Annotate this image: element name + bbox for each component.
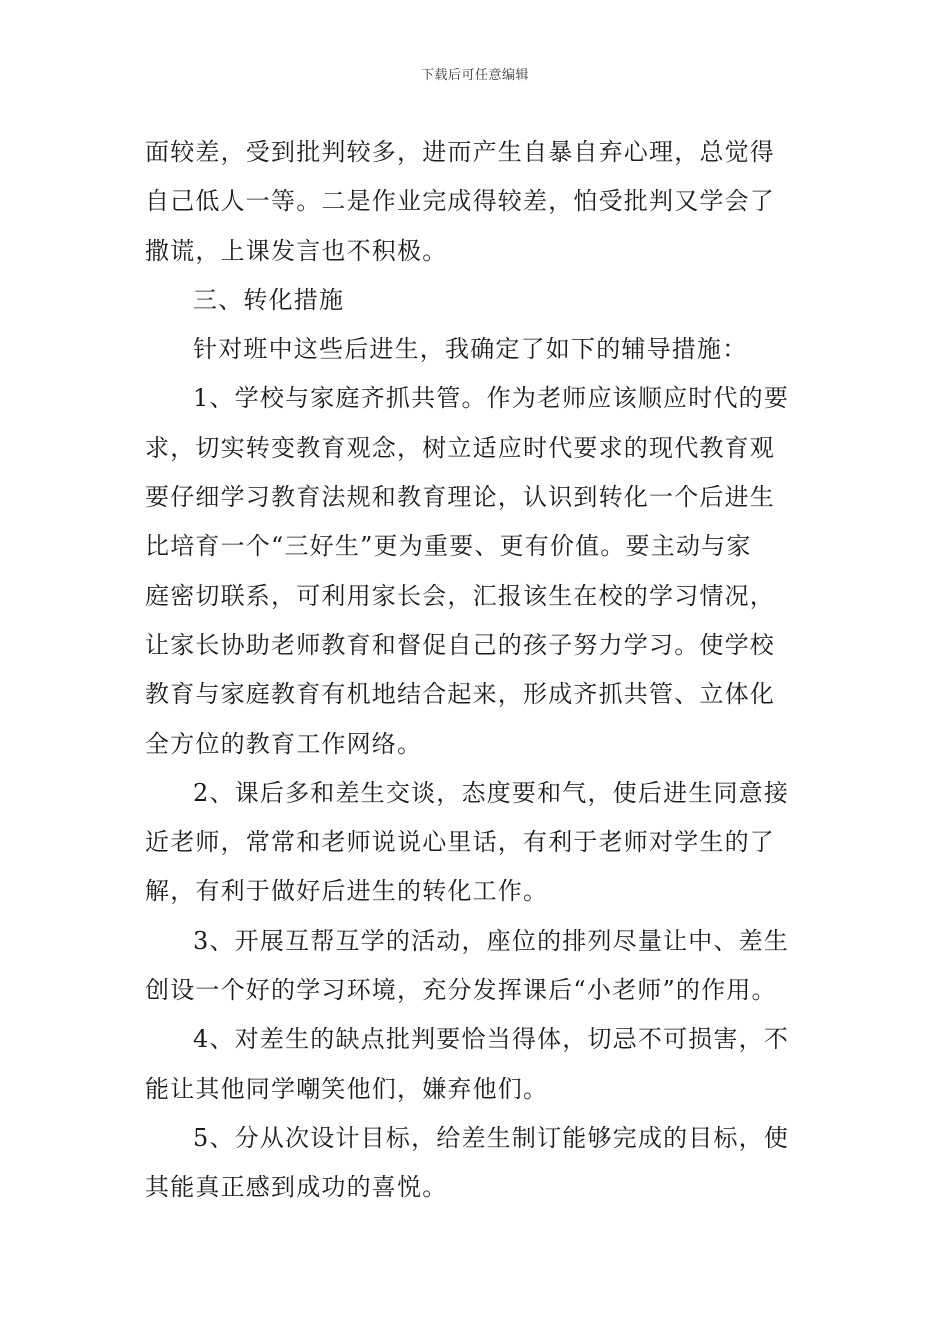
list-item-4: 4、对差生的缺点批判要恰当得体，切忌不可损害，不 — [193, 1025, 790, 1054]
text-line: 解，有利于做好后进生的转化工作。 — [145, 877, 549, 906]
text-line: 能让其他同学嘲笑他们，嫌弃他们。 — [145, 1074, 549, 1103]
document-body — [145, 128, 810, 1213]
text-line: 创设一个好的学习环境，充分发挥课后“小老师”的作用。 — [145, 976, 777, 1005]
section-heading: 三、转化措施 — [193, 285, 345, 314]
text-line: 针对班中这些后进生，我确定了如下的辅导措施： — [193, 335, 748, 364]
text-line: 其能真正感到成功的喜悦。 — [145, 1173, 448, 1202]
text-line: 全方位的教育工作网络。 — [145, 729, 423, 758]
text-line: 求，切实转变教育观念，树立适应时代要求的现代教育观 — [145, 433, 775, 462]
text-line: 要仔细学习教育法规和教育理论，认识到转化一个后进生 — [145, 483, 775, 512]
list-item-2: 2、课后多和差生交谈，态度要和气，使后进生同意接 — [193, 778, 790, 807]
text-line: 教育与家庭教育有机地结合起来，形成齐抓共管、立体化 — [145, 680, 775, 709]
text-line: 面较差，受到批判较多，进而产生自暴自弃心理，总觉得 — [145, 138, 775, 166]
text-line: 比培育一个“三好生”更为重要、更有价值。要主动与家 — [145, 532, 752, 561]
text-line: 自己低人一等。二是作业完成得较差，怕受批判又学会了 — [145, 187, 775, 216]
text-line: 撒谎，上课发言也不积极。 — [145, 236, 448, 265]
text-line: 近老师，常常和老师说说心里话，有利于老师对学生的了 — [145, 828, 775, 857]
text-line: 庭密切联系，可利用家长会，汇报该生在校的学习情况， — [145, 581, 775, 610]
text-line: 让家长协助老师教育和督促自己的孩子努力学习。使学校 — [145, 630, 775, 659]
list-item-1: 1、学校与家庭齐抓共管。作为老师应该顺应时代的要 — [193, 384, 790, 413]
list-item-5: 5、分从次设计目标，给差生制订能够完成的目标，使 — [193, 1123, 790, 1152]
page-header: 下载后可任意编辑 — [420, 68, 529, 83]
list-item-3: 3、开展互帮互学的活动，座位的排列尽量让中、差生 — [193, 926, 790, 955]
